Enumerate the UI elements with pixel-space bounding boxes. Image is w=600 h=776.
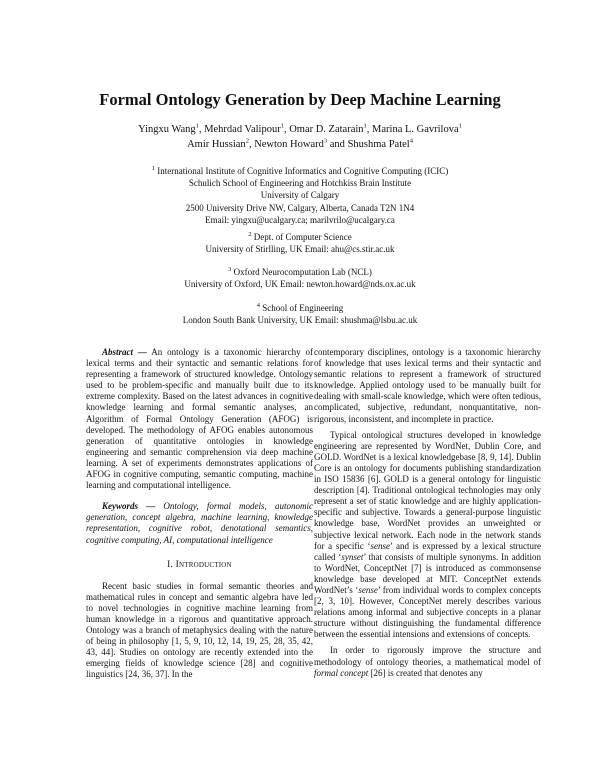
affil-mark: 3 [228, 266, 232, 273]
author-affil-mark: 4 [409, 137, 413, 145]
author-name: Mehrdad Valipour [204, 124, 281, 135]
affiliation-1: $^1$ International Institute of Cognitive Informatics and Cognitive Computing (ICIC) Schulich School of Engineering and Hotchkiss Brain Institute University of Calgary 2500 University Drive NW, Calgary, Alberta, Canada T2N 1N4 Email: yingxu@ucalgary.ca; marilvrilo@ucalgary.ca [151, 165, 449, 225]
author-affil-mark: 3 [323, 137, 328, 145]
affil-mark: 2 [248, 231, 252, 238]
section-heading: I. Introduction [167, 559, 232, 570]
right-column [314, 347, 541, 679]
author-name: Omar D. Zatarain [289, 124, 364, 135]
body-paragraph: Typical ontological structures developed in knowledge engineering are represented by WordNet, Dublin Core, and GOLD. WordNet is a lexical knowledgebase [8, 9, 14]. Dublin Core is an ontology for documents publishing standardization in ISO 15836 [6]. GOLD is a general ontology for linguistic description [4]. Traditional ontological technologies may only represent a set of static knowledge and are highly application-specific and subjective. Towards a general-purpose linguistic knowledge base, WordNet provides an unweighted or subjective lexical network. Each node in the network stands for a specific ‘sense’ and is expressed by a lexical structure called ‘synset’ that consists of multiple synonyms. In addition to WordNet, ConceptNet [7] is introduced as commonsense knowledge base developed at MIT. ConceptNet extends WordNet’s ‘sense’ from individual words to complex concepts [2, 3, 10]. However, ConceptNet merely describes various relations among informal and subjective concepts in a planar structure without distinguishing the fundamental difference between the essential intensions and extensions of concepts. [314, 429, 541, 640]
keywords: Keywords — Ontology, formal models, autonomic generation, concept algebra, machine learning, knowledge representation, cognitive robot, denotational semantics, cognitive computing, AI, computational intelligence [86, 501, 313, 545]
author-affil-mark: 1 [458, 122, 462, 130]
author-affil-mark: 1 [280, 122, 284, 130]
intro-paragraph: Recent basic studies in formal semantic theories and mathematical rules in concept and semantic algebra have led to novel technologies in cognitive machine learning from human knowledge in a rigorous and quantitative approach. Ontology was a branch of metaphysics dealing with the nature of being in philosophy [1, 5, 9, 10, 12, 14, 19, 25, 28, 35, 42, 43, 44]. Studies on ontology are recently extended into the emerging fields of knowledge science [28] and cognitive linguistics [24, 36, 37]. In the [86, 580, 313, 680]
author-name: Newton Howard [254, 139, 324, 150]
author-name: Amir Hussian [187, 139, 246, 150]
author-affil-mark: 2 [245, 137, 249, 145]
author-list [60, 122, 540, 152]
paper-title: Formal Ontology Generation by Deep Machine Learning [99, 90, 501, 109]
keywords-label: Keywords — [102, 501, 156, 512]
affiliation-3: $^3$ Oxford Neurocomputation Lab (NCL) University of Oxford, UK Email: newton.howard@nds.ox.ac.uk [184, 266, 416, 290]
author-line-2: Amir Hussian$^2$, Newton Howard$^3$ and Shushma Patel$^4$ [187, 137, 413, 150]
affiliation-2: $^2$ Dept. of Computer Science University of Stirlling, UK Email: ahu@cs.stir.ac.uk [205, 231, 395, 255]
abstract: Abstract — An ontology is a taxonomic hierarchy of lexical terms and their syntactic and semantic relations for representing a framework of structured knowledge. Ontology used to be problem-specific and manually built due to its extreme complexity. Based on the latest advances in cognitive knowledge learning and formal semantic analyses, an Algorithm of Formal Ontology Generation (AFOG) is developed. The methodology of AFOG enables autonomous generation of quantitative ontologies in knowledge engineering and semantic comprehension via deep machine learning. A set of experiments demonstrates applications of AFOG in cognitive computing, semantic computing, machine learning and computational intelligence. [86, 347, 313, 491]
left-column [86, 347, 313, 681]
abstract-label: Abstract — [102, 347, 147, 357]
body-paragraph: contemporary disciplines, ontology is a taxonomic hierarchy of knowledge that uses lexical terms and their syntactic and semantic relations to represent a framework of structured knowledge. Applied ontology used to be manually built for dealing with small-scale knowledge, which were often tedious, complicated, subjective, redundant, nonquantitative, non-rigorous, inconsistent, and incomplete in practice. [314, 347, 541, 424]
body-paragraph: In order to rigorously improve the structure and methodology of ontology theories, a mathematical model of formal concept [26] is created that denotes any [314, 645, 541, 678]
author-affil-mark: 1 [195, 122, 199, 130]
author-name: Yingxu Wang [138, 124, 196, 135]
author-affil-mark: 1 [363, 122, 367, 130]
author-name: Shushma Patel [347, 139, 410, 150]
affil-mark: 4 [256, 302, 260, 309]
affil-mark: 1 [151, 165, 156, 172]
author-line-1: Yingxu Wang$^1$, Mehrdad Valipour$^1$, Omar D. Zatarain$^1$, Marina L. Gavrilova$^1$ [138, 122, 462, 135]
author-name: Marina L. Gavrilova [372, 124, 459, 135]
affiliation-4: $^4$ School of Engineering London South Bank University, UK Email: shushma@lsbu.ac.uk [182, 302, 418, 326]
